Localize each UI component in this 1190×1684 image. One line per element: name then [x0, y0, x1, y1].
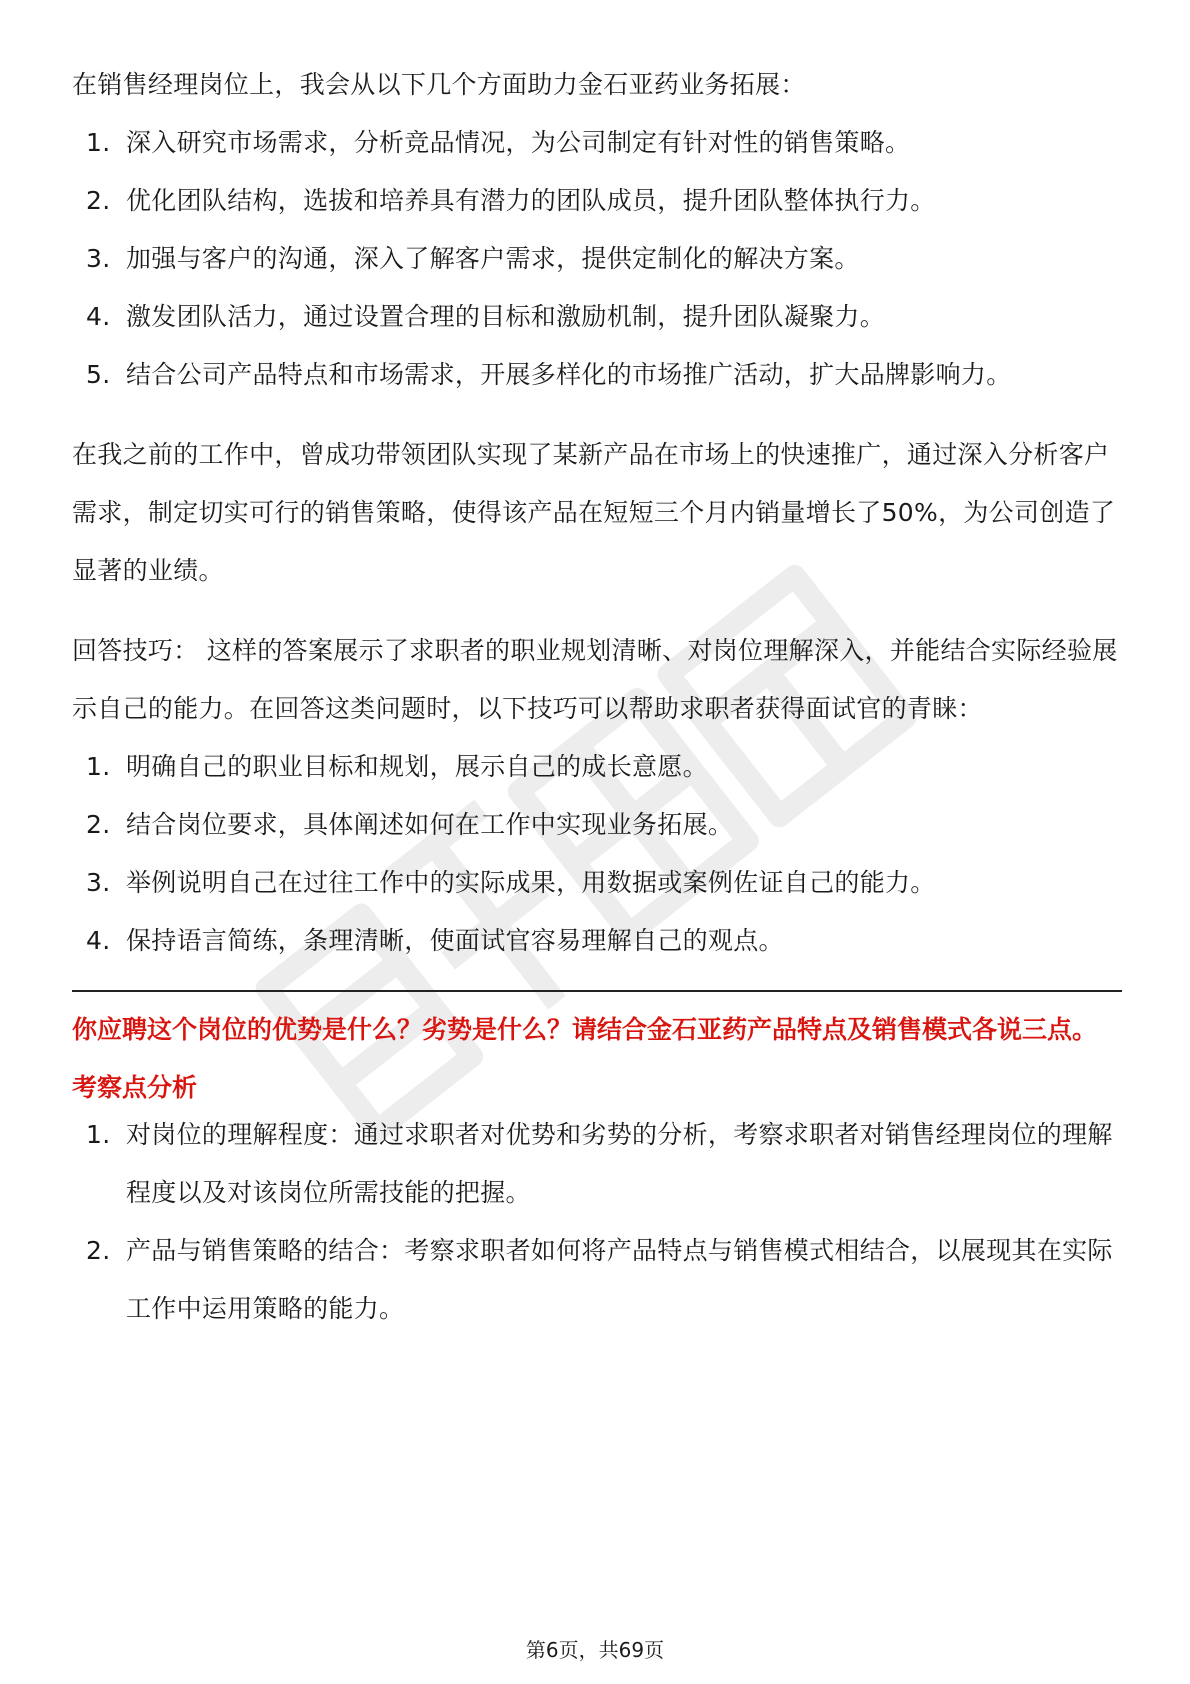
- list-text: 举例说明自己在过往工作中的实际成果，用数据或案例佐证自己的能力。: [126, 868, 936, 897]
- list-text: 加强与客户的沟通，深入了解客户需求，提供定制化的解决方案。: [126, 244, 860, 273]
- list-item: [72, 912, 1122, 970]
- list-item: [72, 738, 1122, 796]
- list-number: 3.: [86, 868, 111, 897]
- list-number: 1.: [86, 128, 111, 157]
- list-text: 保持语言简练，条理清晰，使面试官容易理解自己的观点。: [126, 926, 784, 955]
- list-number: 1.: [86, 752, 111, 781]
- list-text: 深入研究市场需求，分析竞品情况，为公司制定有针对性的销售策略。: [126, 128, 911, 157]
- list-text: 结合公司产品特点和市场需求，开展多样化的市场推广活动，扩大品牌影响力。: [126, 360, 1012, 389]
- list-text: 对岗位的理解程度：通过求职者对优势和劣势的分析，考察求职者对销售经理岗位的理解程度以及对该岗位所需技能的把握。: [126, 1120, 1113, 1207]
- list-text: 明确自己的职业目标和规划，展示自己的成长意愿。: [126, 752, 708, 781]
- list-item: [72, 346, 1122, 404]
- section-divider: [72, 990, 1122, 992]
- list-item: [72, 172, 1122, 230]
- page-number: 第6页，共69页: [525, 1638, 665, 1662]
- list-text: 产品与销售策略的结合：考察求职者如何将产品特点与销售模式相结合，以展现其在实际工作中运用策略的能力。: [126, 1236, 1113, 1323]
- analysis-list: [72, 1106, 1122, 1338]
- list-item: [72, 230, 1122, 288]
- list-item: [72, 1106, 1122, 1222]
- intro-paragraph: 在销售经理岗位上，我会从以下几个方面助力金石亚药业务拓展：: [72, 70, 806, 99]
- list-item: [72, 288, 1122, 346]
- tips-list: [72, 738, 1122, 970]
- list-number: 5.: [86, 360, 111, 389]
- tips-paragraph: 回答技巧： 这样的答案展示了求职者的职业规划清晰、对岗位理解深入，并能结合实际经验展示自己的能力。在回答这类问题时，以下技巧可以帮助求职者获得面试官的青睐：: [72, 636, 1118, 723]
- list-text: 激发团队活力，通过设置合理的目标和激励机制，提升团队凝聚力。: [126, 302, 886, 331]
- list-number: 2.: [86, 186, 111, 215]
- plan-list: [72, 114, 1122, 404]
- main-content: [72, 56, 1122, 1338]
- list-item: [72, 1222, 1122, 1338]
- list-item: [72, 796, 1122, 854]
- list-number: 4.: [86, 302, 111, 331]
- list-text: 结合岗位要求，具体阐述如何在工作中实现业务拓展。: [126, 810, 734, 839]
- list-number: 2.: [86, 1236, 111, 1265]
- list-number: 1.: [86, 1120, 111, 1149]
- experience-paragraph: 在我之前的工作中，曾成功带领团队实现了某新产品在市场上的快速推广，通过深入分析客户需求，制定切实可行的销售策略，使得该产品在短短三个月内销量增长了50%，为公司创造了显著的业绩。: [72, 440, 1116, 585]
- analysis-heading: 考察点分析: [72, 1073, 198, 1102]
- list-text: 优化团队结构，选拔和培养具有潜力的团队成员，提升团队整体执行力。: [126, 186, 936, 215]
- list-number: 4.: [86, 926, 111, 955]
- list-number: 2.: [86, 810, 111, 839]
- list-number: 3.: [86, 244, 111, 273]
- list-item: [72, 114, 1122, 172]
- list-item: [72, 854, 1122, 912]
- interview-question: 你应聘这个岗位的优势是什么？劣势是什么？请结合金石亚药产品特点及销售模式各说三点。: [72, 1015, 1098, 1044]
